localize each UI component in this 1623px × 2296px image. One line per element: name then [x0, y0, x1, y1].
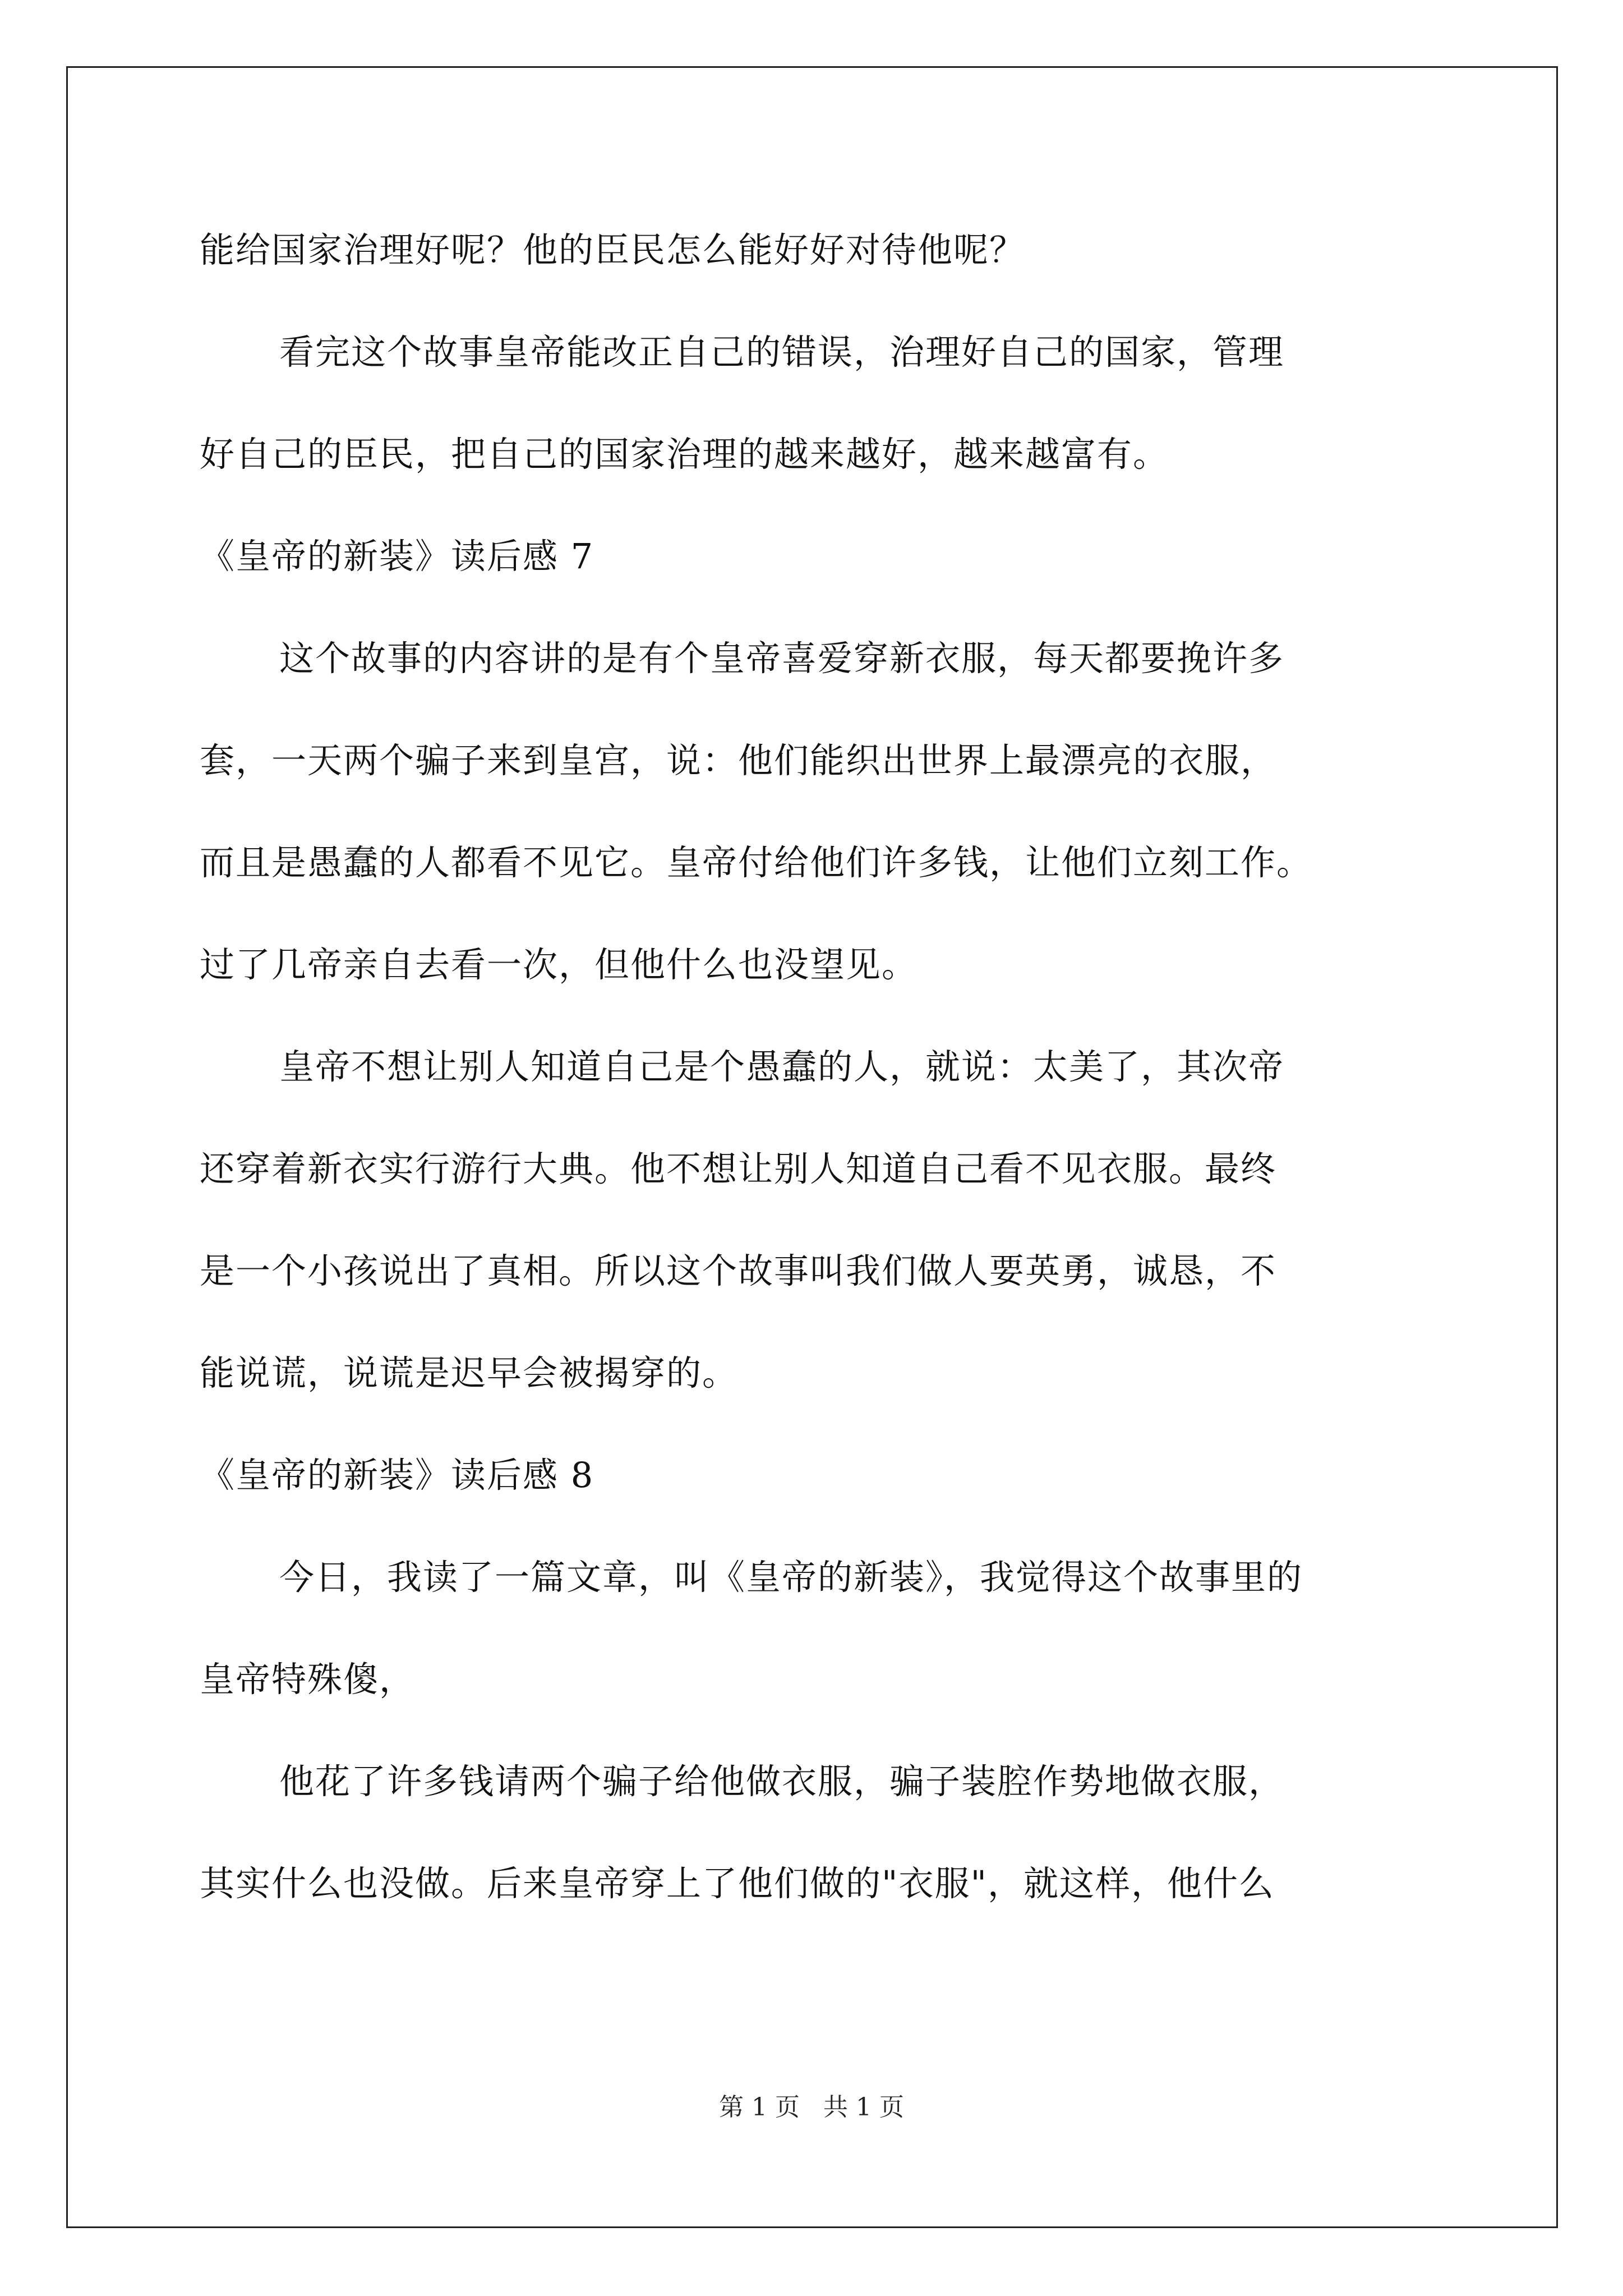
- text-line: 好自己的臣民，把自己的国家治理的越来越好，越来越富有。: [200, 434, 1169, 475]
- section-heading: 《皇帝的新装》读后感 7: [200, 536, 594, 577]
- text-line: 他花了许多钱请两个骗子给他做衣服，骗子装腔作势地做衣服，: [279, 1761, 1285, 1802]
- text-line: 而且是愚蠢的人都看不见它。皇帝付给他们许多钱，让他们立刻工作。: [200, 842, 1313, 883]
- text-line: 其实什么也没做。后来皇帝穿上了他们做的"衣服"，就这样，他什么: [200, 1863, 1275, 1904]
- text-line: 能说谎，说谎是迟早会被揭穿的。: [200, 1352, 739, 1393]
- text-line: 看完这个故事皇帝能改正自己的错误，治理好自己的国家，管理: [279, 332, 1285, 372]
- text-line: 皇帝不想让别人知道自己是个愚蠢的人，就说：太美了，其次帝: [279, 1046, 1285, 1087]
- text-line: 能给国家治理好呢？他的臣民怎么能好好对待他呢？: [200, 229, 1026, 270]
- text-line: 今日，我读了一篇文章，叫《皇帝的新装》，我觉得这个故事里的: [279, 1557, 1303, 1598]
- text-line: 皇帝特殊傻，: [200, 1659, 416, 1700]
- text-line: 套，一天两个骗子来到皇宫，说：他们能织出世界上最漂亮的衣服，: [200, 740, 1277, 781]
- text-line: 这个故事的内容讲的是有个皇帝喜爱穿新衣服，每天都要挽许多: [279, 638, 1285, 679]
- section-heading: 《皇帝的新装》读后感 8: [200, 1455, 594, 1496]
- text-line: 是一个小孩说出了真相。所以这个故事叫我们做人要英勇，诚恳，不: [200, 1250, 1277, 1291]
- text-line: 还穿着新衣实行游行大典。他不想让别人知道自己看不见衣服。最终: [200, 1148, 1277, 1189]
- document-body: [200, 213, 1456, 1949]
- page-footer: 第 1 页 共 1 页: [719, 2093, 904, 2122]
- text-line: 过了几帝亲自去看一次，但他什么也没望见。: [200, 944, 918, 985]
